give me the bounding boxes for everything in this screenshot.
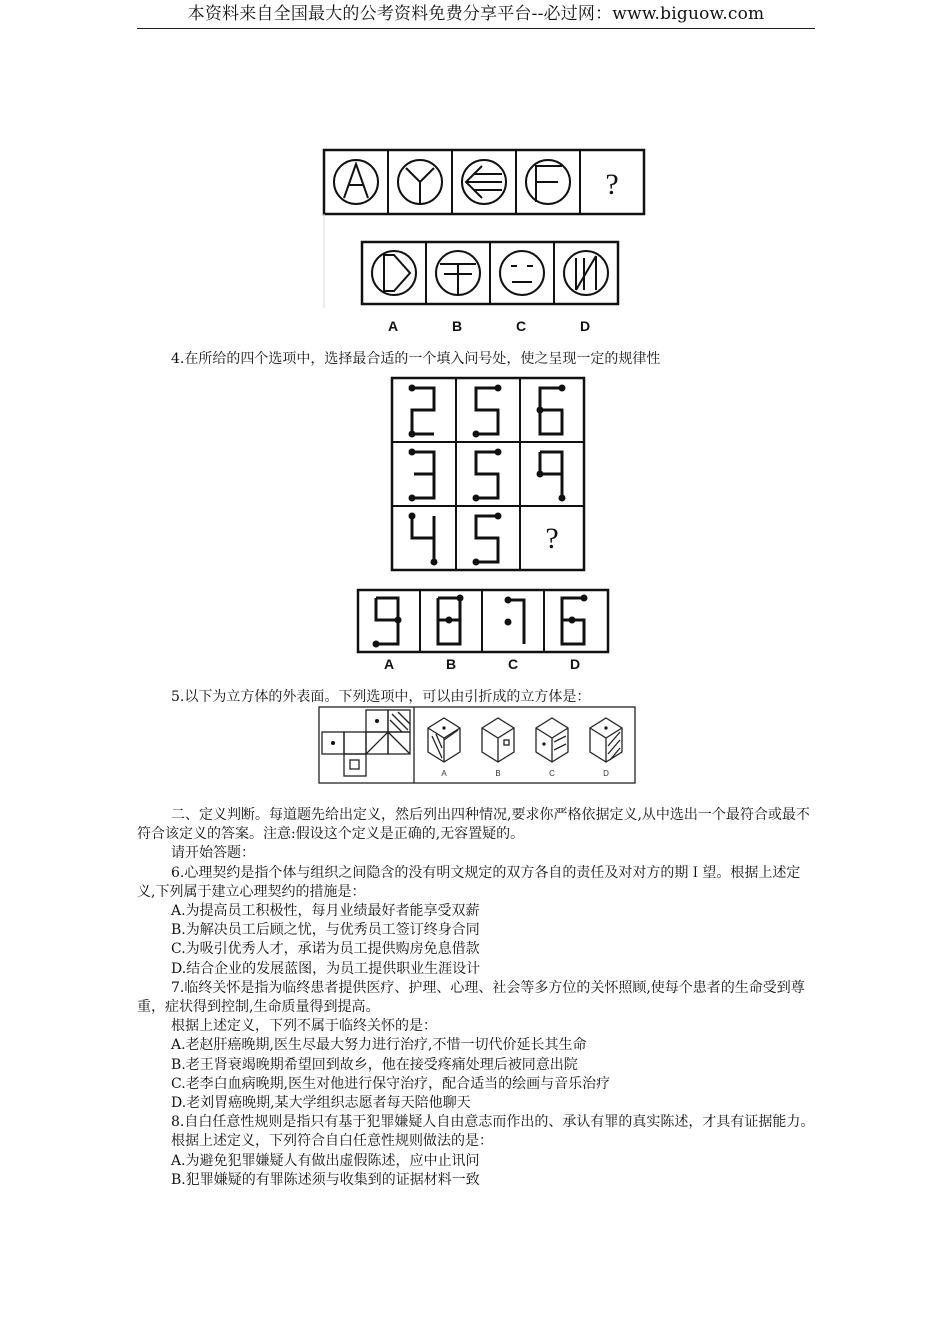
q8-stem: 8.自白任意性规则是指只有基于犯罪嫌疑人自由意志而作出的、承认有罪的真实陈述，才具有证据能力。 (171, 1114, 815, 1131)
question-mark: ? (545, 522, 559, 555)
fig1-label-b: B (451, 318, 463, 334)
q6-option-a: A.为提高员工积极性，每月业绩最好者能享受双薪 (171, 903, 480, 920)
start-prompt: 请开始答题： (171, 845, 255, 862)
q7-prompt: 根据上述定义，下列不属于临终关怀的是： (171, 1018, 437, 1035)
fig1-label-a: A (387, 318, 399, 334)
q5-label-c: C (549, 769, 555, 778)
q6-option-b: B.为解决员工后顾之忧，与优秀员工签订终身合同 (171, 922, 480, 939)
q4-label-b: B (445, 656, 457, 672)
figure-letter-circles (322, 148, 647, 338)
q7-stem: 7.临终关怀是指为临终患者提供医疗、护理、心理、社会等多方位的关怀照顾,使每个患者的生命受到尊重，症状得到控制,生命质量得到提高。 (137, 979, 805, 1016)
question-5-text: 5.以下为立方体的外表面。下列选项中，可以由引折成的立方体是： (171, 689, 591, 705)
q7-option-d: D.老刘胃癌晚期,某大学组织志愿者每天陪他聊天 (171, 1095, 471, 1112)
q4-label-c: C (507, 656, 519, 672)
q8-option-b: B.犯罪嫌疑的有罪陈述须与收集到的证据材料一致 (171, 1171, 480, 1188)
q6-option-d: D.结合企业的发展蓝图，为员工提供职业生涯设计 (171, 960, 481, 977)
fig1-label-c: C (515, 318, 527, 334)
q4-label-a: A (383, 656, 395, 672)
q7-option-b: B.老王肾衰竭晚期希望回到故乡，他在接受疼痛处理后被同意出院 (171, 1056, 578, 1073)
page-header: 本资料来自全国最大的公考资料免费分享平台--必过网：www.biguow.com (137, 0, 815, 29)
q6-stem: 6.心理契约是指个体与组织之间隐含的没有明文规定的双方各自的责任及对对方的期Ｉ望。根据上述定义,下列属于建立心理契约的措施是： (137, 864, 801, 900)
section-2-intro: 二、定义判断。每道题先给出定义，然后列出四种情况,要求你严格依据定义,从中选出一个最符合或最不符合该定义的答案。注意:假设这个定义是正确的,无容置疑的。 (137, 807, 810, 843)
q5-label-b: B (495, 769, 501, 778)
figure-digit-grid (390, 376, 586, 572)
q6-option-c: C.为吸引优秀人才，承诺为员工提供购房免息借款 (171, 941, 480, 958)
q8-option-a: A.为避免犯罪嫌疑人有做出虚假陈述，应中止讯问 (171, 1152, 480, 1169)
q8-prompt: 根据上述定义，下列符合自白任意性规则做法的是： (171, 1133, 493, 1150)
q7-option-a: A.老赵肝癌晚期,医生尽最大努力进行治疗,不惜一切代价延长其生命 (171, 1037, 587, 1054)
q4-label-d: D (569, 656, 581, 672)
q7-option-c: C.老李白血病晚期,医生对他进行保守治疗，配合适当的绘画与音乐治疗 (171, 1075, 611, 1092)
fig1-label-d: D (579, 318, 591, 334)
q5-label-a: A (441, 769, 447, 778)
question-mark: ? (605, 168, 619, 201)
figure-cube-net (318, 706, 636, 784)
figure-digit-options (356, 588, 610, 654)
q5-label-d: D (603, 769, 609, 778)
section-2-body (137, 806, 817, 1190)
question-4-text: 4.在所给的四个选项中，选择最合适的一个填入问号处，使之呈现一定的规律性 (171, 351, 661, 367)
